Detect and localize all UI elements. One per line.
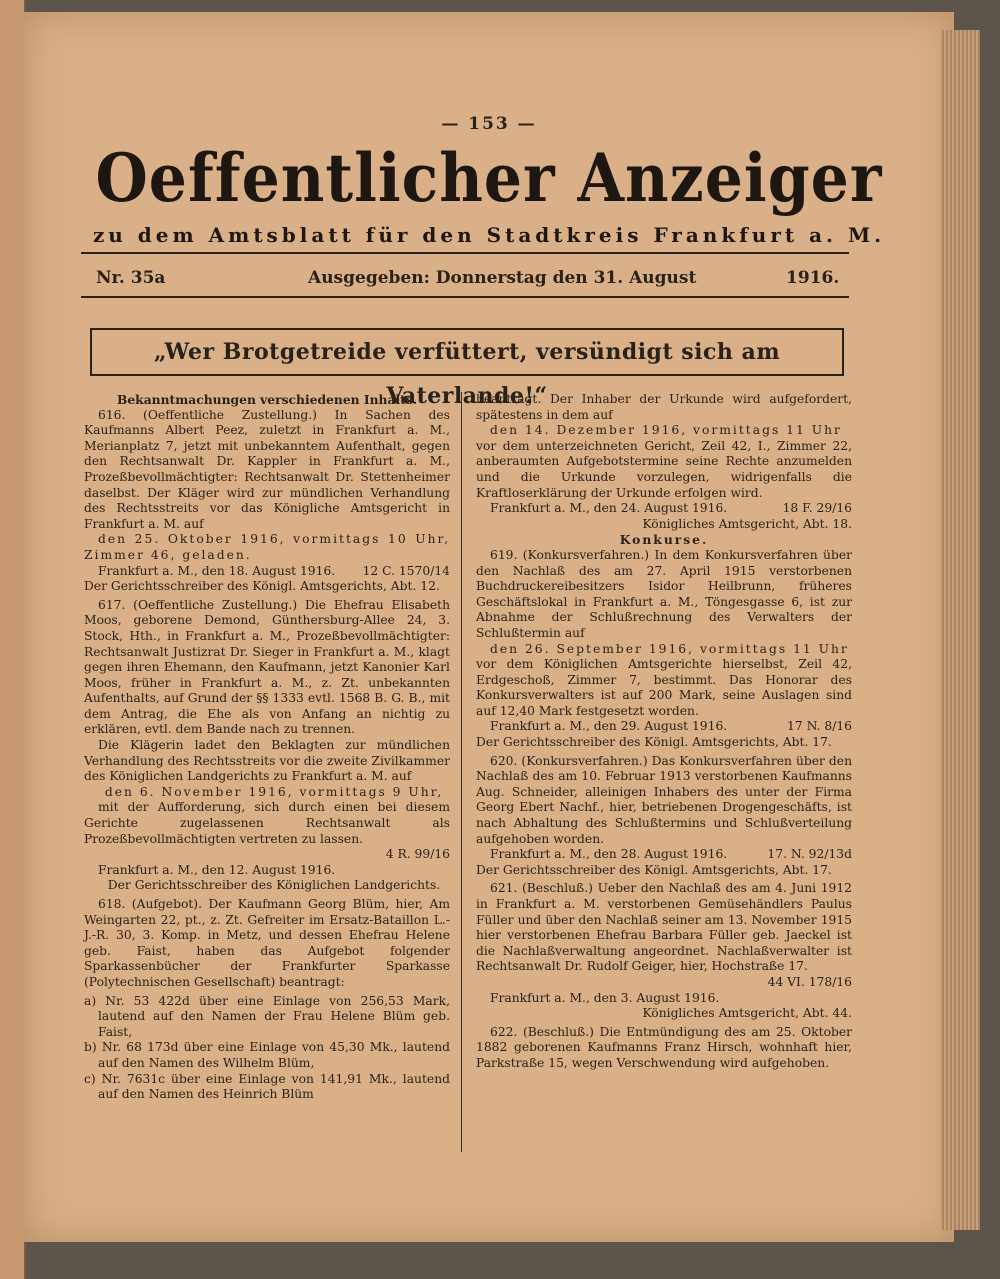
page-number: — 153 — <box>441 114 537 134</box>
issue-date: Ausgegeben: Donnerstag den 31. August <box>308 268 697 288</box>
bottom-rule <box>81 296 849 298</box>
notice-620: 620. (Konkursverfahren.) Das Konkursverfahren über den Nachlaß des am 10. Februar 1913 verstorbenen Kaufmanns Aug. Schneider, alleinigen Inhabers des unter der Firma Georg Ebert Nachf., hier, betriebenen Drogengeschäfts, ist nach Abhaltung des Schlußtermins und Schlußverteilung aufgehoben worden. <box>476 753 852 846</box>
masthead-subtitle: zu dem Amtsblatt für den Stadtkreis Frankfurt a. M. <box>92 223 886 247</box>
column-right <box>476 392 852 1072</box>
notice-619-date: den 26. September 1916, vormittags 11 Uhr <box>490 641 849 656</box>
notice-620-footer <box>476 847 852 863</box>
notice-616-ref: 12 C. 1570/14 <box>362 563 450 578</box>
page-stack-edges <box>940 30 980 1230</box>
notice-620-sign: Der Gerichtsschreiber des Königl. Amtsgerichts, Abt. 17. <box>476 862 832 877</box>
notice-618-item-a: a) Nr. 53 422d über eine Einlage von 256,53 Mark, lautend auf den Namen der Frau Helene Blüm geb. Faist, <box>84 993 450 1039</box>
notice-616-footer <box>84 564 450 580</box>
notice-621-place: Frankfurt a. M., den 3. August 1916. <box>490 990 720 1005</box>
notice-618-item-c: c) Nr. 7631c über eine Einlage von 141,91 Mk., lautend auf den Namen des Heinrich Blüm <box>84 1071 450 1102</box>
notice-618-date: den 14. Dezember 1916, vormittags 11 Uhr <box>490 423 842 438</box>
notice-621-ref: 44 VI. 178/16 <box>767 974 852 989</box>
notice-618-place: Frankfurt a. M., den 24. August 1916. <box>490 501 728 516</box>
notice-617-sign: Der Gerichtsschreiber des Königlichen Landgerichts. <box>107 878 441 893</box>
column-divider <box>461 392 462 1152</box>
section-heading: Bekanntmachungen verschiedenen Inhalts. <box>116 392 418 407</box>
top-rule <box>81 252 849 254</box>
notice-617-request: mit der Aufforderung, sich durch einen bei diesem Gerichte zugelassenen Rechtsanwalt als Prozeßbevollmächtigten vertreten zu lassen. <box>84 800 450 846</box>
section-heading-konkurse: Konkurse. <box>619 532 709 548</box>
notice-618-continued: beantragt. Der Inhaber der Urkunde wird aufgefordert, spätestens in dem auf <box>476 392 852 422</box>
notice-618-ref: 18 F. 29/16 <box>782 501 852 516</box>
notice-618-sign: Königliches Amtsgericht, Abt. 18. <box>642 516 852 531</box>
notice-617-ref: 4 R. 99/16 <box>385 847 450 862</box>
issue-year: 1916. <box>786 268 840 288</box>
notice-619-details: vor dem Königlichen Amtsgerichte hierselbst, Zeil 42, Erdgeschoß, Zimmer 7, bestimmt. Das Honorar des Konkursverwalters ist auf 200 Mark, seine Auslagen sind auf 12,40 Mark festgesetzt worden. <box>476 657 852 718</box>
notice-618-terms: vor dem unterzeichneten Gericht, Zeil 42, I., Zimmer 22, anberaumten Aufgebotstermine seine Rechte anzumelden und die Urkunde vorzulegen, widrigenfalls die Kraftloserklärung der Urkunde erfolgen wird. <box>476 438 852 500</box>
slogan-box: „Wer Brotgetreide verfüttert, versündigt sich am Vaterlande!“ <box>90 328 844 376</box>
notice-617-date: den 6. November 1916, vormittags 9 Uhr, <box>104 784 444 799</box>
notice-617-place: Frankfurt a. M., den 12. August 1916. <box>98 862 336 877</box>
notice-619-footer <box>476 719 852 735</box>
facing-page-edge <box>0 0 26 1279</box>
notice-621: 621. (Beschluß.) Ueber den Nachlaß des am 4. Juni 1912 in Frankfurt a. M. verstorbenen Gemüsehändlers Paulus Füller und über den Nachlaß seiner am 13. November 1915 hier verstorbenen Ehefrau Barbara Füller geb. Jaeckel ist die Nachlaßverwaltung angeordnet. Nachlaßverwalter ist Rechtsanwalt Dr. Rudolf Geiger, hier, Hochstraße 17. <box>476 881 852 974</box>
notice-620-ref: 17. N. 92/13d <box>767 847 852 862</box>
newspaper-page <box>24 12 954 1242</box>
notice-618: 618. (Aufgebot). Der Kaufmann Georg Blüm, hier, Am Weingarten 22, pt., z. Zt. Gefreiter im Ersatz-Bataillon L.-J.-R. 30, 3. Komp. in Metz, und dessen Ehefrau Helene geb. Faist, haben das Aufgebot folgender Sparkassenbücher der Frankfurter Sparkasse (Polytechnischen Gesellschaft) beantragt: <box>84 897 450 989</box>
notice-616-place: Frankfurt a. M., den 18. August 1916. <box>98 563 336 578</box>
notice-618-footer <box>476 501 852 517</box>
notice-618-item-b: b) Nr. 68 173d über eine Einlage von 45,30 Mk., lautend auf den Namen des Wilhelm Blüm, <box>84 1040 450 1070</box>
notice-616: 616. (Oeffentliche Zustellung.) In Sachen des Kaufmanns Albert Peez, zuletzt in Frankfurt a. M., Merianplatz 7, jetzt mit unbekanntem Aufenthalt, gegen den Rechtsanwalt Dr. Kappler in Frankfurt a. M., Prozeßbevollmächtigter: Rechtsanwalt Dr. Stettenheimer daselbst. Der Kläger wird zur mündlichen Verhandlung des Rechtsstreits vor das Königliche Amtsgericht in Frankfurt a. M. auf <box>84 407 450 531</box>
notice-620-place: Frankfurt a. M., den 28. August 1916. <box>490 847 728 862</box>
notice-617: 617. (Oeffentliche Zustellung.) Die Ehefrau Elisabeth Moos, geborene Demond, Günthersburg-Allee 24, 3. Stock, Hth., in Frankfurt a. M., Prozeßbevollmächtigter: Rechtsanwalt Justizrat Dr. Sieger in Frankfurt a. M., klagt gegen ihren Ehemann, den Kaufmann, jetzt Kanonier Karl Moos, früher in Frankfurt a. M., z. Zt. unbekannten Aufenthalts, auf Grund der §§ 1333 evtl. 1568 B. G. B., mit dem Antrag, die Ehe als von Anfang an nichtig zu erklären, evtl. dem Bande nach zu trennen. <box>84 597 450 737</box>
notice-619-sign: Der Gerichtsschreiber des Königl. Amtsgerichts, Abt. 17. <box>476 735 832 750</box>
notice-622: 622. (Beschluß.) Die Entmündigung des am 25. Oktober 1882 geborenen Kaufmanns Franz Hirsch, wohnhaft hier, Parkstraße 15, wegen Verschwendung wird aufgehoben. <box>476 1024 852 1070</box>
notice-619: 619. (Konkursverfahren.) In dem Konkursverfahren über den Nachlaß des am 27. April 1915 verstorbenen Buchdruckereibesitzers Isidor Heilbrunn, früheres Geschäftslokal in Frankfurt a. M., Töngesgasse 6, ist zur Abnahme der Schlußrechnung des Verwalters der Schlußtermin auf <box>476 547 852 640</box>
issue-number: Nr. 35a <box>96 268 166 288</box>
notice-616-sign: Der Gerichtsschreiber des Königl. Amtsgerichts, Abt. 12. <box>84 579 440 594</box>
notice-616-date: den 25. Oktober 1916, vormittags 10 Uhr, Zimmer 46, geladen. <box>84 532 450 562</box>
column-left <box>84 392 450 1103</box>
masthead-title: Oeffentlicher Anzeiger <box>95 140 883 218</box>
notice-619-ref: 17 N. 8/16 <box>787 719 852 734</box>
notice-617-summons: Die Klägerin ladet den Beklagten zur mündlichen Verhandlung des Rechtsstreits vor die zweite Zivilkammer des Königlichen Landgerichts zu Frankfurt a. M. auf <box>84 738 450 784</box>
notice-619-place: Frankfurt a. M., den 29. August 1916. <box>490 719 728 734</box>
notice-621-sign: Königliches Amtsgericht, Abt. 44. <box>642 1006 852 1021</box>
